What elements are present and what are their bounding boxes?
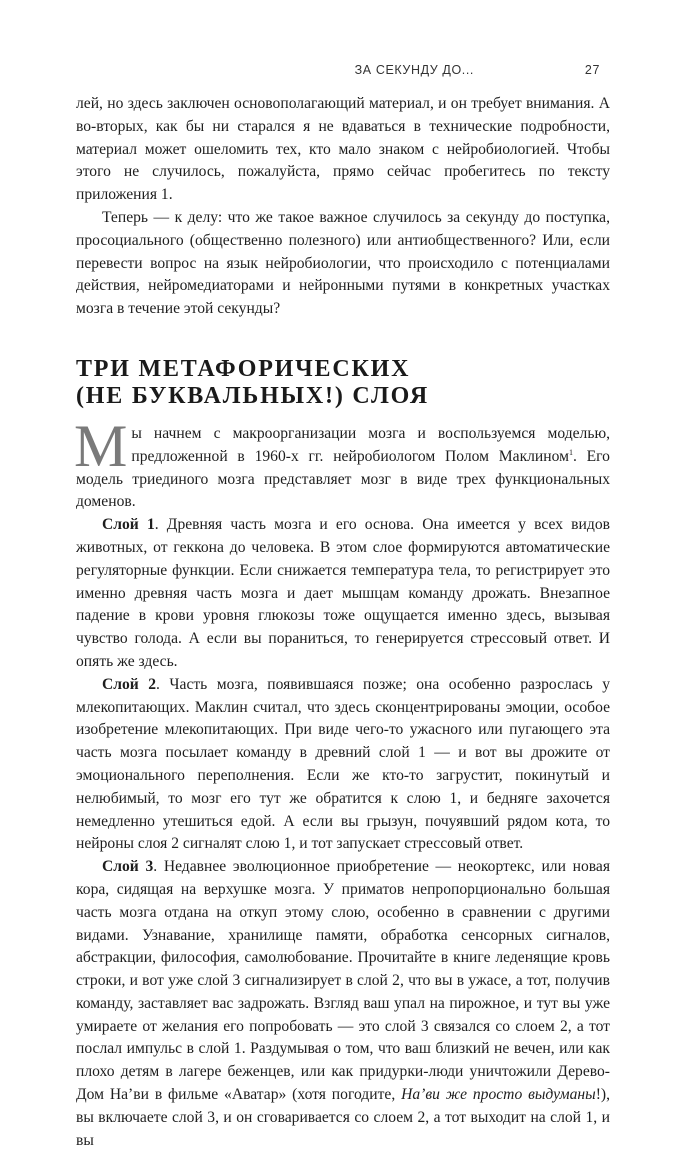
section-heading-line-2: (НЕ БУКВАЛЬНЫХ!) СЛОЯ: [76, 382, 430, 409]
running-header: [0, 63, 686, 79]
lead-text-end: . Его модель триединого мозга представляет мозг в виде трех функциональных доменов.: [76, 447, 610, 511]
layer-3-italic-remark: На’ви же просто выдуманы: [401, 1086, 596, 1104]
layer-2-label: Слой 2: [102, 675, 157, 693]
paragraph-layer-1: [76, 514, 610, 674]
section-heading: [76, 356, 610, 410]
drop-cap: М: [74, 412, 128, 479]
layer-3-text: . Недавнее эволюционное приобретение — неокортекс, или новая кора, сидящая на верхушке мозга. У приматов непропорционально большая часть мозга отдана на откуп этому слою, особенно в сравнении с другими видами. Узнавание, хранилище памяти, обработка сенсорных сигналов, абстракции, философия, самолюбование. Прочитайте в книге леденящие кровь строки, и вот уже слой 3 сигнализирует в слой 2, что вы в ужасе, а тот, получив команду, заставляет вас задрожать. Взгляд ваш упал на пирожное, и тут вы уже умираете от желания его попробовать — это слой 3 связался со слоем 2, а тот послал импульс в слой 1. Раздумывая о том, что ваш близкий не вечен, или как плохо детям в лагере беженцев, или как придурки-люди уничтожили Дерево-Дом На’ви в фильме «Аватар» (хотя погодите,: [76, 858, 610, 1104]
page-number: 27: [584, 63, 600, 77]
layer-1-label: Слой 1: [102, 516, 155, 534]
layer-3-text-end: !), вы включаете слой 3, и он сговаривается со слоем 2, а тот выходит на слой 1, и вы: [76, 1086, 610, 1149]
lead-text: ы начнем с макроорганизации мозга и воспользуемся моделью, предложенной в 1960-х гг. нейробиологом Полом Маклином: [131, 424, 610, 465]
paragraph-question: Теперь — к делу: что же такое важное случилось за секунду до поступка, просоциального (общественно полезного) или антиобщественного? Или, если перевести вопрос на язык нейробиологии, что происходило с потенциалами действия, нейромедиаторами и нейронными путями в конкретных участках мозга в течение этой секунды?: [76, 208, 610, 318]
layer-1-text: . Древняя часть мозга и его основа. Она имеется у всех видов животных, от геккона до человека. В этом слое формируются автоматические регуляторные функции. Если снижается температура тела, то регистрирует это именно древняя часть мозга и дает мышцам команду дрожать. Внезапное падение в крови уровня глюкозы тоже ощущается именно здесь, вызывая чувство голода. А если вы пораниться, то генерируется стрессовый ответ. И опять же здесь.: [76, 516, 610, 670]
lead-paragraph: [74, 412, 610, 514]
section-heading-line-1: ТРИ МЕТАФОРИЧЕСКИХ: [76, 355, 411, 382]
body-text: [76, 93, 610, 1152]
footnote-marker: 1: [568, 447, 573, 457]
layer-2-text: . Часть мозга, появившаяся позже; она особенно разрослась у млекопитающих. Маклин считал, что здесь сконцентрированы эмоции, особое изобретение млекопитающих. При виде чего-то ужасного или пугающего эта часть мозга посылает команду в древний слой 1 — и вот вы дрожите от эмоционального переполнения. Если же кто-то загрустит, покинутый и нелюбимый, то мозг его тут же обратится к слою 1, и бедняге захочется немедленно утешиться едой. А если вы грызун, почуявший рядом кота, то нейроны слоя 2 сигналят слою 1, и тот запускает стрессовый ответ.: [76, 675, 610, 853]
layer-3-label: Слой 3: [102, 858, 154, 876]
running-title: ЗА СЕКУНДУ ДО...: [354, 63, 474, 77]
paragraph-layer-2: [76, 674, 610, 856]
paragraph-continued: лей, но здесь заключен основополагающий материал, и он требует внимания. А во-вторых, как бы ни старался я не вдаваться в технические подробности, материал может ошеломить тех, кто мало знаком с нейробиологией. Чтобы этого не случилось, пожалуйста, прямо сейчас пробегитесь по тексту приложения 1.: [76, 95, 610, 204]
paragraph-layer-3: [76, 856, 610, 1152]
